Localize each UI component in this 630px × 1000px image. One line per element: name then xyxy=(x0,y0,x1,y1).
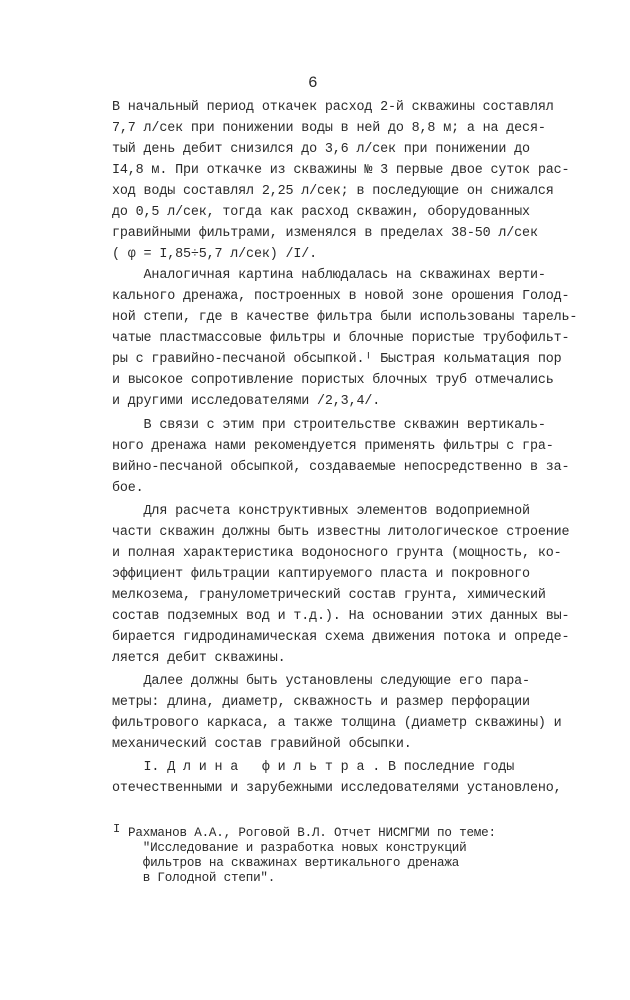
text-line: В связи с этим при строительстве скважин вертикаль- xyxy=(112,418,546,433)
text-line: I. Д л и н а ф и л ь т р а . В последние годы xyxy=(112,760,515,775)
text-line: ( φ = I,85÷5,7 л/сек) /I/. xyxy=(112,247,318,262)
footnote-line: Рахманов А.А., Роговой В.Л. Отчет НИСМГМИ по теме: xyxy=(128,826,496,840)
text-line: части скважин должны быть известны литологическое строение xyxy=(112,525,570,540)
text-line: ры с гравийно-песчаной обсыпкой.ᴵ Быстрая кольматация пор xyxy=(112,352,562,367)
text-line: гравийными фильтрами, изменялся в пределах 38-50 л/сек xyxy=(112,226,538,241)
text-line: мелкозема, гранулометрический состав грунта, химический xyxy=(112,588,546,603)
text-line: 7,7 л/сек при понижении воды в ней до 8,8 м; а на деся- xyxy=(112,121,546,136)
text-line: ход воды составлял 2,25 л/сек; в последующие он снижался xyxy=(112,184,554,199)
page-number: 6 xyxy=(308,74,318,92)
text-line: В начальный период откачек расход 2-й скважины составлял xyxy=(112,100,554,115)
text-line: бое. xyxy=(112,481,144,496)
text-line: бирается гидродинамическая схема движения потока и опреде- xyxy=(112,630,570,645)
text-line: тый день дебит снизился до 3,6 л/сек при понижении до xyxy=(112,142,530,157)
text-line: вийно-песчаной обсыпкой, создаваемые непосредственно в за- xyxy=(112,460,570,475)
text-line: до 0,5 л/сек, тогда как расход скважин, оборудованных xyxy=(112,205,530,220)
text-line: I4,8 м. При откачке из скважины № 3 первые двое суток рас- xyxy=(112,163,570,178)
text-line: механический состав гравийной обсыпки. xyxy=(112,737,412,752)
text-line: эффициент фильтрации каптируемого пласта и покровного xyxy=(112,567,530,582)
text-line: отечественными и зарубежными исследователями установлено, xyxy=(112,781,562,796)
footnote-marker: I xyxy=(113,822,121,836)
text-line: ляется дебит скважины. xyxy=(112,651,286,666)
text-line: и высокое сопротивление пористых блочных труб отмечались xyxy=(112,373,554,388)
text-line: фильтрового каркаса, а также толщина (диаметр скважины) и xyxy=(112,716,562,731)
footnote-line: в Голодной степи". xyxy=(128,871,276,885)
text-line: метры: длина, диаметр, скважность и размер перфорации xyxy=(112,695,530,710)
footnote-line: фильтров на скважинах вертикального дренажа xyxy=(128,856,460,870)
text-line: Для расчета конструктивных элементов водоприемной xyxy=(112,504,530,519)
text-line: Далее должны быть установлены следующие его пара- xyxy=(112,674,530,689)
text-line: и другими исследователями /2,3,4/. xyxy=(112,394,381,409)
text-line: Аналогичная картина наблюдалась на скважинах верти- xyxy=(112,268,546,283)
text-line: кального дренажа, построенных в новой зоне орошения Голод- xyxy=(112,289,570,304)
text-line: состав подземных вод и т.д.). На основании этих данных вы- xyxy=(112,609,570,624)
text-line: чатые пластмассовые фильтры и блочные пористые трубофильт- xyxy=(112,331,570,346)
footnote-line: "Исследование и разработка новых конструкций xyxy=(128,841,467,855)
text-line: ного дренажа нами рекомендуется применять фильтры с гра- xyxy=(112,439,554,454)
text-line: и полная характеристика водоносного грунта (мощность, ко- xyxy=(112,546,562,561)
text-line: ной степи, где в качестве фильтра были использованы тарель- xyxy=(112,310,578,325)
